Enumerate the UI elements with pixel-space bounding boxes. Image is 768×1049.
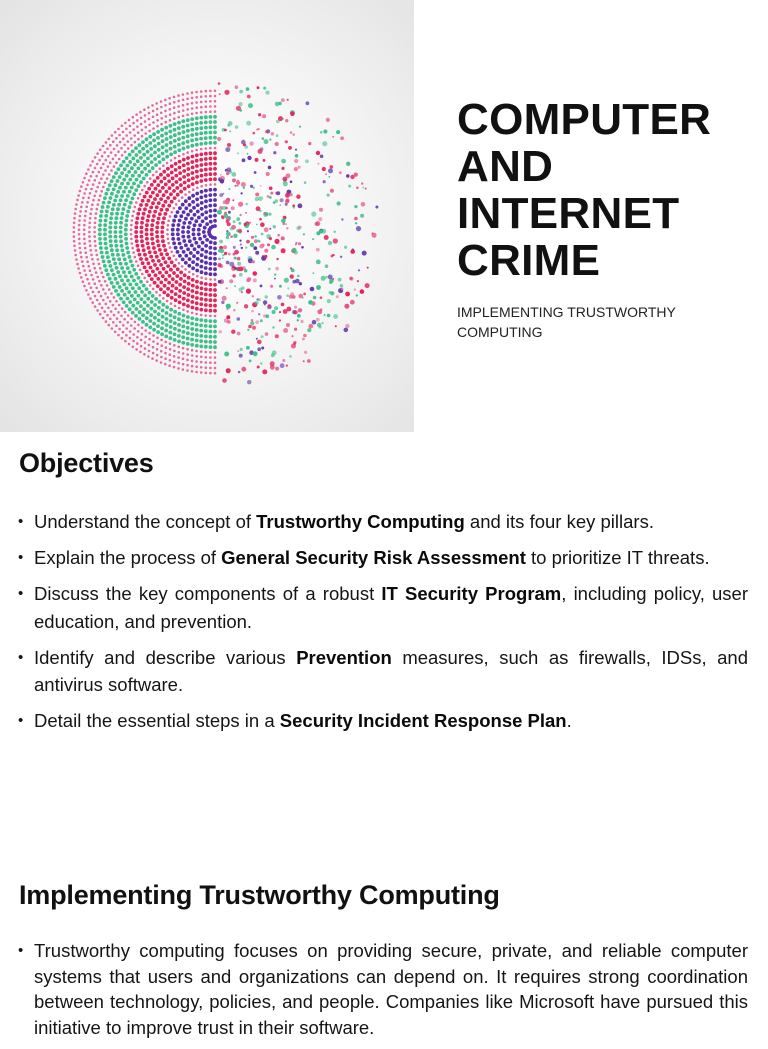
- item-text: Detail the essential steps in a: [34, 710, 280, 731]
- subtitle: [457, 302, 747, 342]
- item-text: , including policy, user education, and prevention.: [34, 583, 748, 632]
- list-item: [18, 544, 748, 572]
- item-bold: Prevention: [296, 646, 392, 668]
- title-line: CRIME: [457, 236, 601, 285]
- cover-image: [0, 0, 414, 432]
- item-text: Explain the process of: [34, 547, 222, 568]
- item-text: Discuss the key components of a robust: [34, 583, 382, 604]
- subtitle-line: COMPUTING: [457, 324, 543, 340]
- item-bold: IT Security Program: [381, 583, 562, 604]
- trustworthy-heading: Implementing Trustworthy Computing: [19, 880, 500, 910]
- dotted-circle-graphic: [0, 0, 414, 432]
- subtitle-line: IMPLEMENTING TRUSTWORTHY: [457, 304, 676, 320]
- item-bold: Trustworthy Computing: [256, 511, 465, 532]
- item-text: .: [566, 710, 572, 731]
- item-text: and its four key pillars.: [464, 511, 654, 532]
- item-bold: Security Incident Response Plan: [279, 710, 567, 731]
- list-item: [18, 508, 748, 536]
- item-text: Understand the concept of: [34, 511, 257, 532]
- item-bold: General Security Risk Assessment: [221, 547, 526, 568]
- trustworthy-list: [18, 938, 748, 1049]
- list-item: [18, 707, 748, 735]
- list-item: [18, 644, 748, 699]
- page-title: [457, 96, 757, 284]
- item-text: Identify and describe various: [34, 646, 297, 668]
- objectives-list: [18, 508, 748, 743]
- title-line: INTERNET: [457, 189, 680, 238]
- title-line: AND: [457, 142, 554, 191]
- list-item: • Trustworthy computing focuses on providing secure, private, and reliable computer systems that users and organizations can depend on. It requires strong coordination between technology, policies, and people. Companies like Microsoft have pursued this initiative to improve trust in their software.: [18, 938, 748, 1040]
- objectives-heading: Objectives: [19, 448, 154, 478]
- list-item: [18, 580, 748, 635]
- item-text: measures, such as firewalls, IDSs, and antivirus software.: [34, 646, 748, 695]
- title-line: COMPUTER: [457, 95, 712, 144]
- item-text: to prioritize IT threats.: [525, 547, 710, 568]
